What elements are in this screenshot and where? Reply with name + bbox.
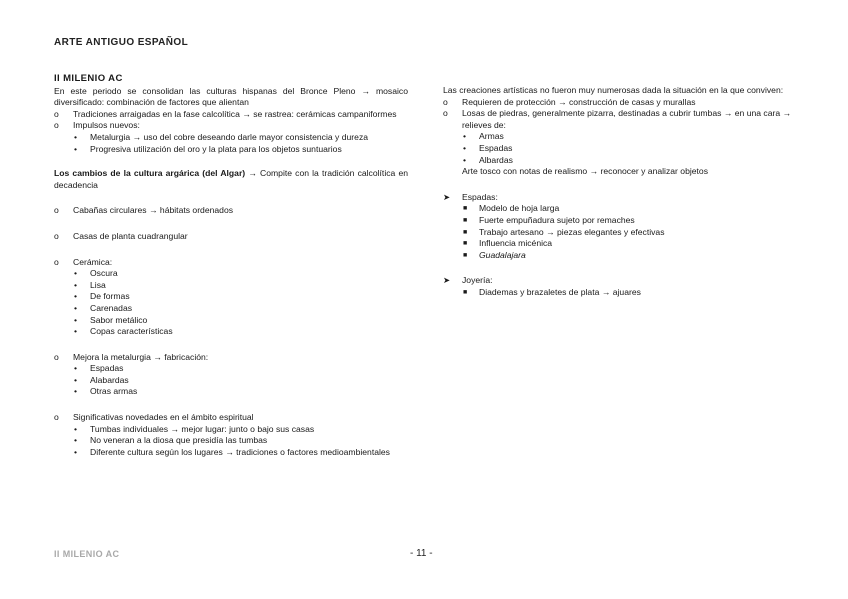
circle-bullet-icon: o <box>54 120 59 131</box>
dot-bullet-icon: • <box>74 446 78 457</box>
page-number: - 11 - <box>410 548 433 559</box>
list-item: o Impulsos nuevos: • Metalurgia → uso del cobre deseando darle mayor consistencia y dureza • Progresiva utilización del oro y la plata para los objetos suntuarios <box>54 120 408 155</box>
list-item: • Progresiva utilización del oro y la plata para los objetos suntuarios <box>74 143 342 154</box>
left-column <box>54 73 408 458</box>
circle-bullet-icon: o <box>54 230 59 241</box>
joyeria-list <box>443 275 796 298</box>
circle-bullet-icon: o <box>54 256 59 267</box>
dot-bullet-icon: • <box>74 423 78 434</box>
list-item: • Espadas <box>463 142 513 153</box>
square-bullet-icon: ■ <box>463 251 468 259</box>
list-item: o Cabañas circulares → hábitats ordenados <box>54 205 234 216</box>
dot-bullet-icon: • <box>463 154 467 165</box>
dot-bullet-icon: • <box>74 279 78 290</box>
circle-bullet-icon: o <box>443 96 448 107</box>
circle-bullet-icon: o <box>443 108 448 119</box>
right-column <box>443 85 796 299</box>
list-item: o Tradiciones arraigadas en la fase calcolítica → se rastrea: cerámicas campaniformes <box>54 108 397 119</box>
list-item: • Tumbas individuales → mejor lugar: junto o bajo sus casas <box>74 423 315 434</box>
dot-bullet-icon: • <box>74 374 78 385</box>
list-item: • Oscura <box>74 268 118 279</box>
list-item: • Espadas <box>74 363 124 374</box>
casas-list <box>54 231 408 243</box>
joyeria-items <box>443 287 796 299</box>
impulsos-list <box>54 132 408 155</box>
list-item: • Albardas <box>463 154 513 165</box>
document-header-title: ARTE ANTIGUO ESPAÑOL <box>54 37 189 48</box>
cabanas-list <box>54 205 408 217</box>
relieves-list <box>443 131 796 166</box>
dot-bullet-icon: • <box>74 302 78 313</box>
list-item: • De formas <box>74 291 130 302</box>
espadas-list <box>443 192 796 262</box>
espadas-items <box>443 203 796 261</box>
list-item: • Diferente cultura según los lugares → tradiciones o factores medioambientales <box>74 446 390 457</box>
list-item: ➤ Espadas: ■ Modelo de hoja larga ■ Fuerte empuñadura sujeto por remaches ■ Trabajo artesano → piezas elegantes y efectivas ■ Influencia micénica ■ Guadalajara <box>443 192 796 262</box>
list-item: ■ Trabajo artesano → piezas elegantes y efectivas <box>463 226 665 237</box>
circle-bullet-icon: o <box>54 108 59 119</box>
right-intro-paragraph: Las creaciones artísticas no fueron muy numerosas dada la situación en la que conviven: <box>443 85 784 95</box>
list-item: • Armas <box>463 131 504 142</box>
list-item: • Carenadas <box>74 302 133 313</box>
arrow-bullet-icon: ➤ <box>443 275 451 286</box>
circle-bullet-icon: o <box>54 205 59 216</box>
dot-bullet-icon: • <box>74 291 78 302</box>
section-heading: II MILENIO AC <box>54 73 123 84</box>
metalurgia-list <box>54 352 408 398</box>
creaciones-list <box>443 97 796 178</box>
square-bullet-icon: ■ <box>463 240 468 248</box>
square-bullet-icon: ■ <box>463 216 468 224</box>
list-item: ■ Influencia micénica <box>463 238 553 249</box>
list-item: ■ Modelo de hoja larga <box>463 203 560 214</box>
arrow-bullet-icon: ➤ <box>443 191 451 202</box>
argarica-paragraph: Los cambios de la cultura argárica (del Algar) → Compite con la tradición calcolítica en decadencia <box>54 168 408 190</box>
dot-bullet-icon: • <box>74 326 78 337</box>
list-item: ■ Fuerte empuñadura sujeto por remaches <box>463 214 635 225</box>
dot-bullet-icon: • <box>74 143 78 154</box>
espiritual-list <box>54 412 408 458</box>
dot-bullet-icon: • <box>74 386 78 397</box>
espiritual-items <box>54 424 408 459</box>
list-item: ■ Guadalajara <box>463 249 526 260</box>
dot-bullet-icon: • <box>74 268 78 279</box>
dot-bullet-icon: • <box>74 363 78 374</box>
dot-bullet-icon: • <box>463 131 467 142</box>
factors-list <box>54 109 408 155</box>
intro-paragraph: En este periodo se consolidan las culturas hispanas del Bronce Pleno → mosaico diversificado: combinación de factores que alientan <box>54 85 408 108</box>
dot-bullet-icon: • <box>74 435 78 446</box>
dot-bullet-icon: • <box>463 142 467 153</box>
list-item: o Casas de planta cuadrangular <box>54 230 188 241</box>
list-item: o Requieren de protección → construcción de casas y murallas <box>443 96 696 107</box>
circle-bullet-icon: o <box>54 412 59 423</box>
circle-bullet-icon: o <box>54 351 59 362</box>
list-item: • Otras armas <box>74 386 138 397</box>
list-item: o Significativas novedades en el ámbito espiritual • Tumbas individuales → mejor lugar: junto o bajo sus casas • No veneran a la diosa que presidía las tumbas • Diferente cultura según los lugares → tradiciones o factores medioambientales <box>54 412 408 458</box>
footer-section-label: II MILENIO AC <box>54 549 120 559</box>
list-item: o Cerámica: • Oscura • Lisa • De formas • Carenadas • Sabor metálico • Copas características <box>54 257 408 338</box>
metalurgia-items <box>54 363 408 398</box>
list-item: o Mejora la metalurgia → fabricación: • Espadas • Alabardas • Otras armas <box>54 352 408 398</box>
dot-bullet-icon: • <box>74 314 78 325</box>
list-item: • No veneran a la diosa que presidía las tumbas <box>74 435 268 446</box>
list-item: • Alabardas <box>74 374 129 385</box>
ceramica-list <box>54 257 408 338</box>
list-item: ■ Diademas y brazaletes de plata → ajuares <box>463 286 641 297</box>
square-bullet-icon: ■ <box>463 205 468 213</box>
list-item: • Metalurgia → uso del cobre deseando darle mayor consistencia y dureza <box>74 131 369 142</box>
square-bullet-icon: ■ <box>463 228 468 236</box>
list-item: ➤ Joyería: ■ Diademas y brazaletes de plata → ajuares <box>443 275 796 298</box>
list-item: o Losas de piedras, generalmente pizarra, destinadas a cubrir tumbas → en una cara → relieves de: • Armas • Espadas • Albardas Arte tosco con notas de realismo → reconocer y analizar objetos <box>443 108 796 178</box>
list-item: • Copas características <box>74 326 173 337</box>
ceramica-items <box>54 268 408 338</box>
square-bullet-icon: ■ <box>463 288 468 296</box>
arte-tosco-line: Arte tosco con notas de realismo → reconocer y analizar objetos <box>462 166 709 177</box>
list-item: • Sabor metálico <box>74 314 148 325</box>
dot-bullet-icon: • <box>74 131 78 142</box>
list-item: • Lisa <box>74 279 106 290</box>
